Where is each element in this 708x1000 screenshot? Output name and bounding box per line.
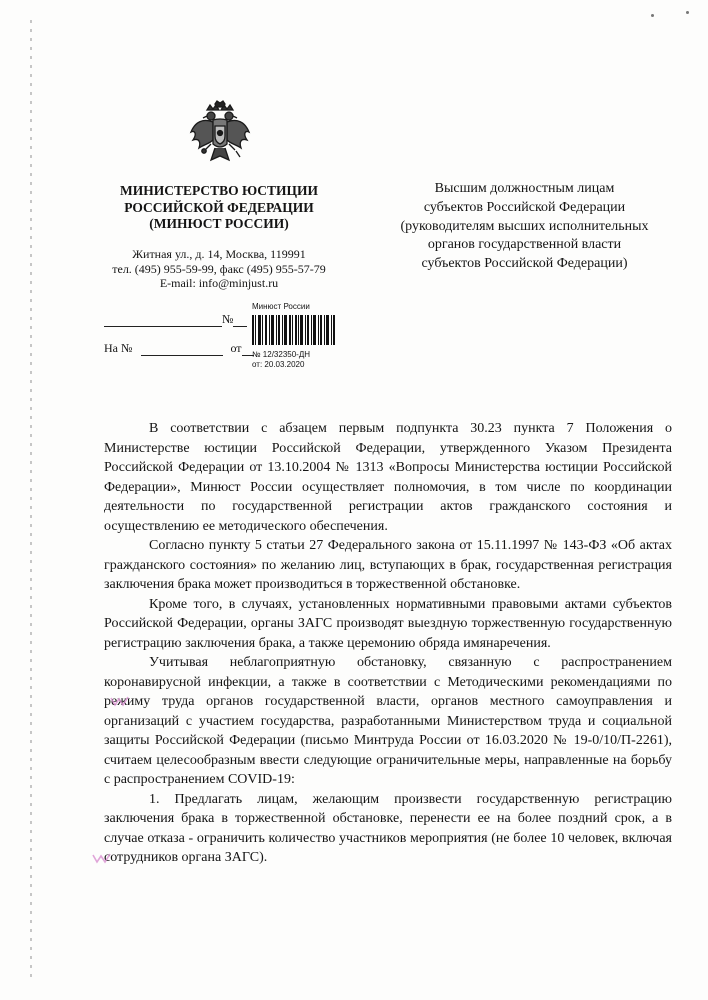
ministry-email: E-mail: info@minjust.ru <box>159 276 279 290</box>
reference-from-label: от <box>230 341 242 355</box>
addressee-line5: субъектов Российской Федерации) <box>421 256 628 272</box>
barcode <box>252 315 336 345</box>
scan-speck <box>651 14 654 17</box>
outgoing-date-blank <box>104 314 222 327</box>
ministry-name-line1: МИНИСТЕРСТВО ЮСТИЦИИ <box>119 183 318 198</box>
addressee-block <box>372 180 677 274</box>
addressee-line2: субъектов Российской Федерации <box>423 199 626 215</box>
addressee-line1: Высшим должностным лицам <box>434 181 615 196</box>
addressee-line4: органов государственной власти <box>427 237 622 253</box>
addressee-line3: (руководителям высших исполнительных <box>400 218 649 234</box>
ministry-short-name: (МИНЮСТ РОССИИ) <box>149 216 289 231</box>
ministry-contacts <box>108 247 330 291</box>
ministry-address: Житная ул., д. 14, Москва, 119991 <box>132 247 306 261</box>
reference-number-blank <box>141 343 223 356</box>
ministry-phone-fax: тел. (495) 955-59-99, факс (495) 955-57-79 <box>112 261 326 276</box>
body-paragraph-legal-basis: В соответствии с абзацем первым подпункта 30.23 пункта 7 Положения о Министерстве юстиции Российской Федерации, утвержденного Указом Президента Российской Федерации от 13.10.2004 № 1313 «Вопросы Министерства юстиции Российской Федерации», Минюст России осуществляет полномочия, в том числе по координации деятельности по государственной регистрации актов гражданского состояния и осуществлению ее методического обеспечения. <box>104 421 672 534</box>
body-paragraph-covid-measures: Учитывая неблагоприятную обстановку, связанную с распространением коронавирусной инфекции, а также в соответствии с Методическими рекомендациями по режиму труда органов государственной власти, органов местного самоуправления и организаций с участием государства, разработанными Министерством труда и социальной защиты Российской Федерации (письмо Минтруда России от 16.03.2020 № 19-0/10/П-2261), считаем целесообразным ввести следующие ограничительные меры, направленные на борьбу с распространением COVID-19: <box>104 655 672 787</box>
coat-of-arms-emblem <box>185 100 255 170</box>
ministry-name-line2: РОССИЙСКОЙ ФЕДЕРАЦИИ <box>124 199 314 215</box>
number-sign: № <box>222 312 234 326</box>
reference-line <box>104 341 254 356</box>
body-paragraph-regional-acts: Кроме того, в случаях, установленных нормативными правовыми актами субъектов Российской Федерации, органы ЗАГС производят выездную торжественную государственную регистрацию заключения брака, а также церемонию обряда имянаречения. <box>104 596 672 651</box>
outgoing-number-line <box>104 312 247 327</box>
handwritten-mark <box>110 695 132 707</box>
reference-label: На № <box>104 341 133 355</box>
stamp-organization: Минюст России <box>252 302 310 311</box>
registration-stamp <box>252 302 342 370</box>
ministry-heading <box>108 183 330 233</box>
outgoing-number-blank <box>233 314 247 327</box>
body-paragraph-marriage-law: Согласно пункту 5 статьи 27 Федерального закона от 15.11.1997 № 143-ФЗ «Об актах гражданского состояния» по желанию лиц, вступающих в брак, государственная регистрация заключения брака может производиться в торжественной обстановке. <box>104 538 672 592</box>
scan-edge-artifact <box>30 20 32 980</box>
handwritten-mark <box>92 852 114 864</box>
scan-speck <box>686 11 689 14</box>
stamp-registration-date: от: 20.03.2020 <box>252 360 305 369</box>
body-paragraph-measure-1: 1. Предлагать лицам, желающим произвести государственную регистрацию заключения брака в торжественной обстановке, перенести ее на более поздний срок, а в случае отказа - ограничить количество участников мероприятия (не более 10 человек, включая сотрудников органа ЗАГС). <box>104 791 672 865</box>
stamp-registration-number: № 12/32350-ДН <box>252 350 311 359</box>
letter-body <box>104 419 672 868</box>
